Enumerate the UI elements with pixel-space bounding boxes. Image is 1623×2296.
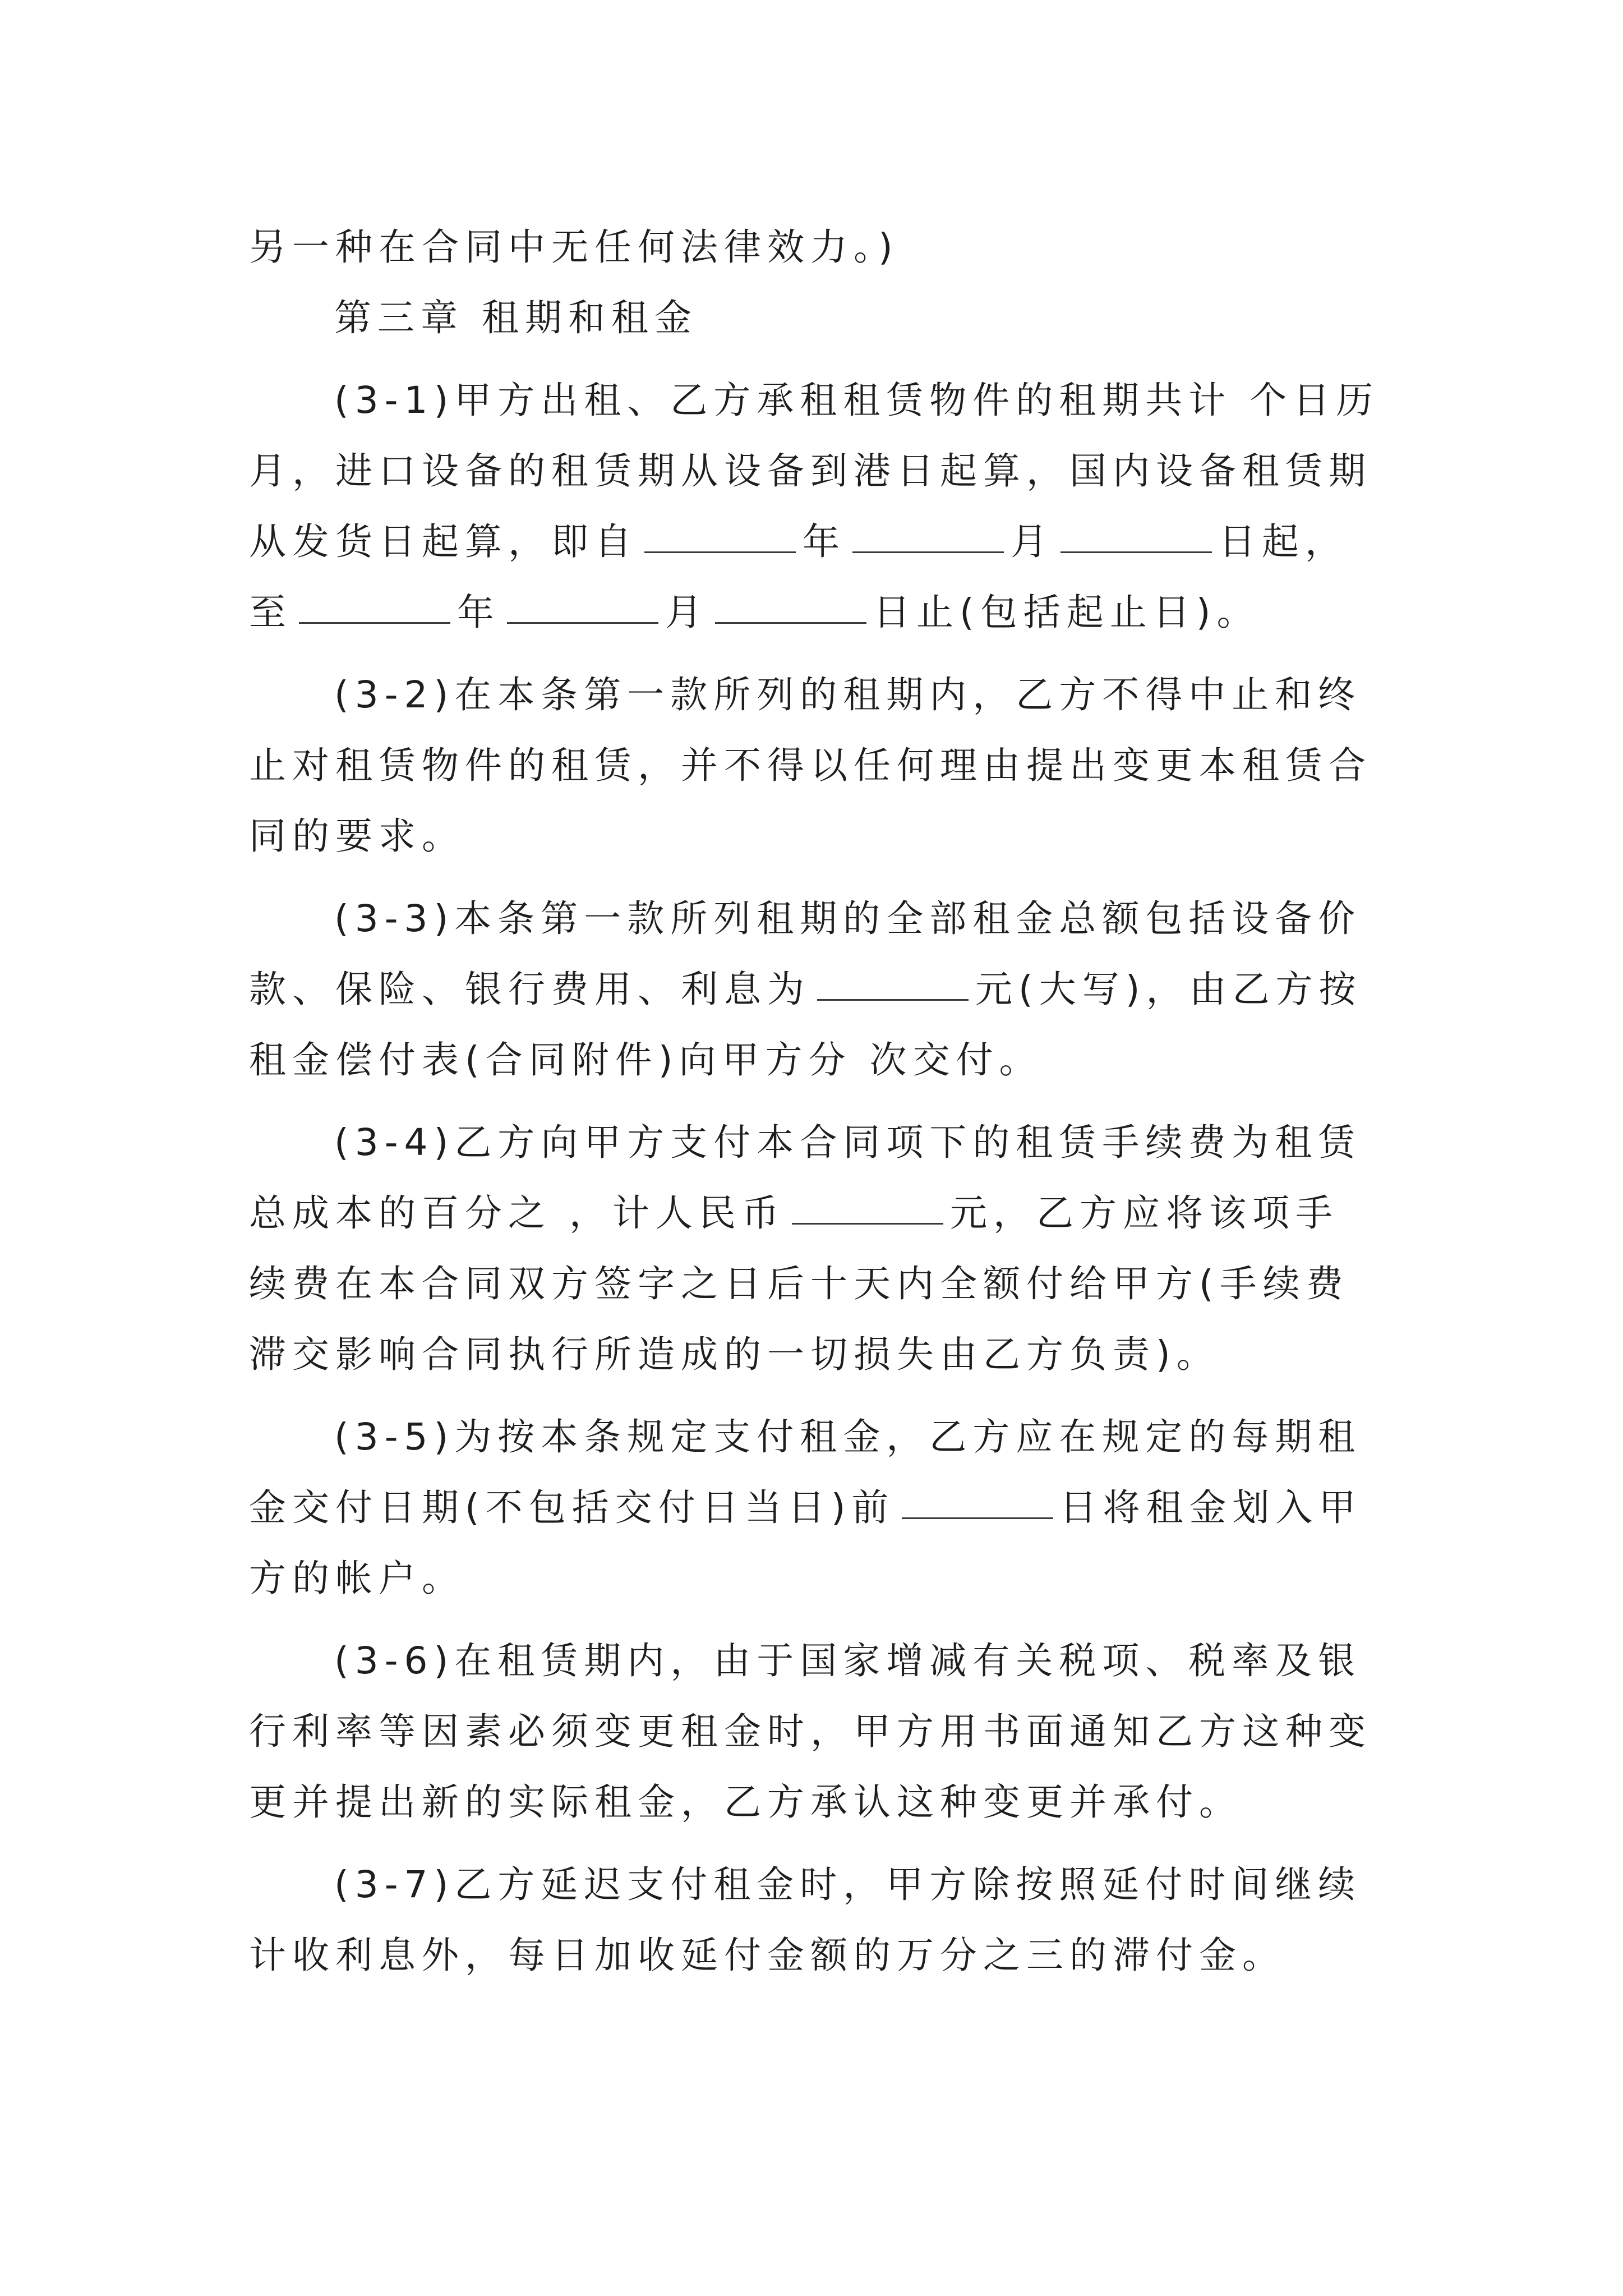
text-line: 另一种在合同中无任何法律效力。) [249, 226, 899, 269]
fill-in-blank [792, 1220, 943, 1225]
text-line: 行利率等因素必须变更租金时，甲方用书面通知乙方这种变 [249, 1710, 1372, 1753]
document-body [249, 212, 1382, 1991]
text-line: 计收利息外，每日加收延付金额的万分之三的滞付金。 [249, 1934, 1285, 1977]
clause-3-3: (3-3)本条第一款所列租期的全部租金总额包括设备价 [334, 897, 1362, 940]
text-line: 租金偿付表(合同附件)向甲方分 次交付。 [249, 1038, 1043, 1082]
fill-in-blank [715, 619, 866, 624]
fill-in-blank [507, 619, 658, 624]
date-start-line: 从发货日起算，即自 年 月 日起， [249, 520, 1348, 563]
fill-in-blank [299, 619, 450, 624]
fill-in-blank [1061, 548, 1212, 553]
clause-3-6: (3-6)在租赁期内，由于国家增减有关税项、税率及银 [334, 1639, 1362, 1682]
text-line: 金交付日期(不包括交付日当日)前 日将租金划入甲 [249, 1486, 1362, 1529]
clause-3-7: (3-7)乙方延迟支付租金时，甲方除按照延付时间继续 [334, 1863, 1362, 1906]
date-end-line: 至 年 月 日止(包括起止日)。 [249, 591, 1260, 634]
fill-in-blank [644, 548, 796, 553]
text-line: 总成本的百分之 ，计人民币 元，乙方应将该项手 [249, 1191, 1339, 1235]
text-line: 款、保险、银行费用、利息为 元(大写)，由乙方按 [249, 968, 1362, 1011]
fill-in-blank [852, 548, 1004, 553]
text-line: 方的帐户。 [249, 1557, 465, 1600]
clause-3-4: (3-4)乙方向甲方支付本合同项下的租赁手续费为租赁 [334, 1121, 1362, 1164]
clause-3-1: (3-1)甲方出租、乙方承租租赁物件的租期共计 个日历 [334, 379, 1380, 422]
fill-in-blank [902, 1514, 1053, 1519]
clause-3-5: (3-5)为按本条规定支付租金，乙方应在规定的每期租 [334, 1415, 1362, 1458]
fill-in-blank [817, 996, 969, 1001]
text-line: 止对租赁物件的租赁，并不得以任何理由提出变更本租赁合 [249, 744, 1372, 787]
text-line: 月，进口设备的租赁期从设备到港日起算，国内设备租赁期 [249, 449, 1372, 493]
text-line: 同的要求。 [249, 815, 465, 858]
chapter-heading: 第三章 租期和租金 [334, 296, 698, 339]
text-line: 滞交影响合同执行所造成的一切损失由乙方负责)。 [249, 1333, 1220, 1376]
clause-3-2: (3-2)在本条第一款所列的租期内，乙方不得中止和终 [334, 673, 1362, 716]
text-line: 更并提出新的实际租金，乙方承认这种变更并承付。 [249, 1780, 1242, 1824]
text-line: 续费在本合同双方签字之日后十天内全额付给甲方(手续费 [249, 1262, 1349, 1305]
